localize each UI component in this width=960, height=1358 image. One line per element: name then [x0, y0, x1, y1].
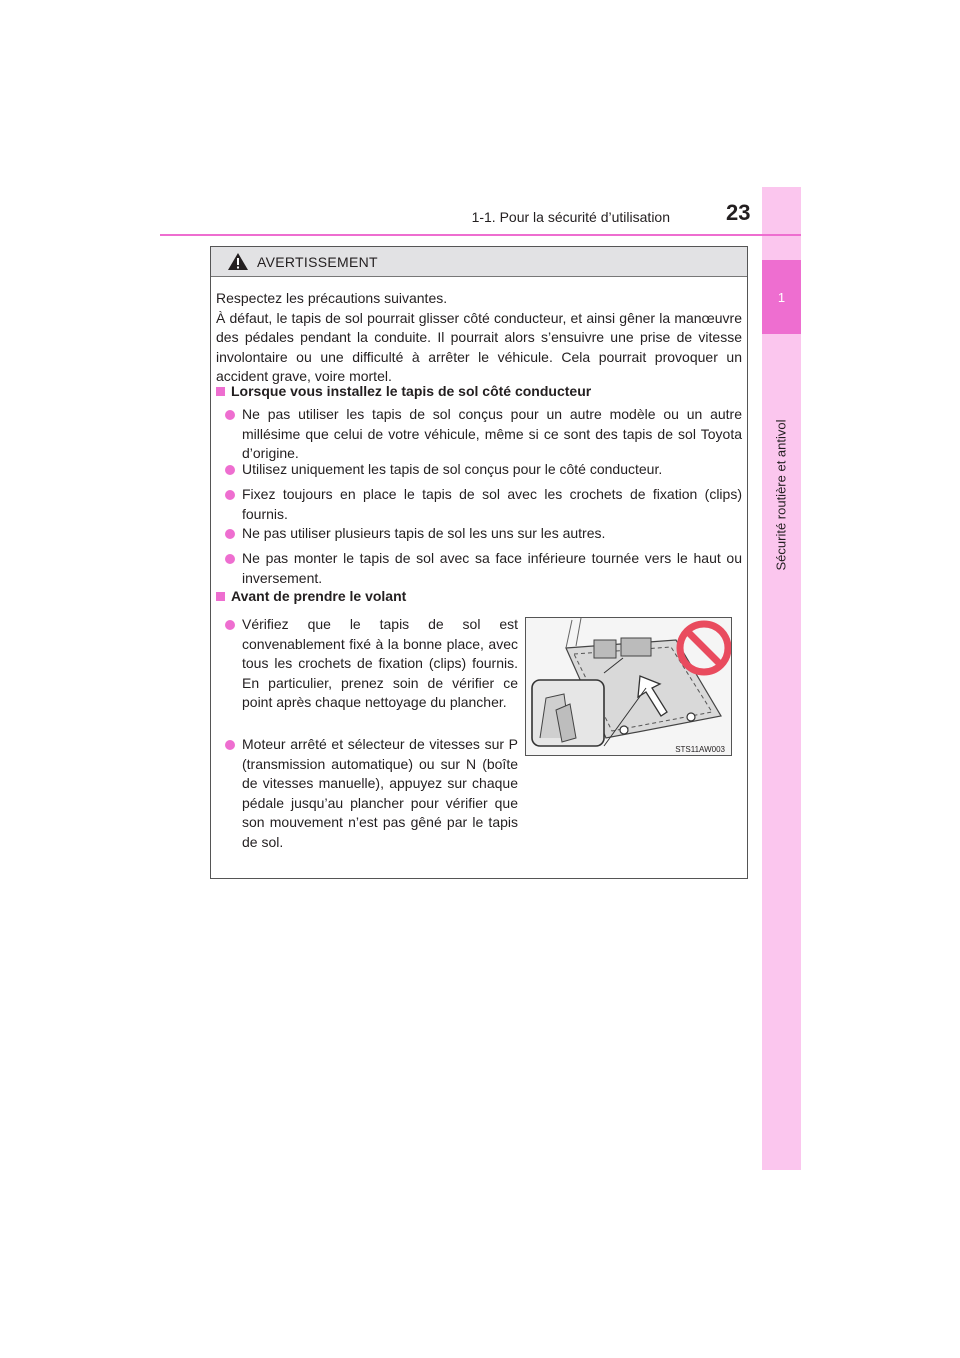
list-item [225, 485, 742, 524]
header-rule [160, 234, 801, 236]
list-item [225, 735, 518, 852]
page-number: 23 [726, 200, 751, 225]
chapter-number: 1 [762, 260, 801, 334]
list-item [225, 549, 742, 588]
round-bullet-icon [225, 620, 235, 630]
list-item-text: Ne pas utiliser les tapis de sol conçus pour un autre modèle ou un autre millésime que celui de votre véhicule, même si ce sont des tapis de sol Toyota d’origine. [242, 406, 742, 461]
floor-mat-illustration [525, 617, 732, 756]
warning-header [211, 247, 747, 277]
list-item-text: Moteur arrêté et sélecteur de vitesses sur P (transmission automatique) ou sur N (boîte de vitesses manuelle), appuyez sur chaque pédale jusqu’au plancher pour vérifier que son mouvement n’est pas gêné par le tapis de sol. [242, 736, 518, 850]
intro-line: Respectez les précautions suivantes. [216, 290, 448, 306]
list-item-text: Ne pas monter le tapis de sol avec sa face inférieure tournée vers le haut ou inversement. [242, 550, 742, 586]
intro-line: À défaut, le tapis de sol pourrait glisser côté conducteur, et ainsi gêner la manœuvre des pédales pendant la conduite. Il pourrait alors s’ensuivre une prise de vitesse involontaire ou une difficulté à arrêter le véhicule. Cela pourrait provoquer un accident grave, voire mortel. [216, 309, 742, 384]
square-bullet-icon [216, 592, 225, 601]
list-item [225, 405, 742, 464]
round-bullet-icon [225, 410, 235, 420]
round-bullet-icon [225, 740, 235, 750]
list-item [225, 460, 742, 480]
list-item-text: Utilisez uniquement les tapis de sol conçus pour le côté conducteur. [242, 461, 663, 477]
round-bullet-icon [225, 529, 235, 539]
warning-triangle-icon [227, 252, 249, 271]
warning-box [210, 246, 748, 879]
floor-mat-drawing [526, 618, 732, 756]
side-tab [762, 187, 801, 1170]
chapter-label: Sécurité routière et antivol [773, 419, 789, 571]
list-item [225, 524, 742, 544]
section-heading-text: Lorsque vous installez le tapis de sol côté conducteur [231, 383, 592, 399]
illustration-code: STS11AW003 [675, 745, 725, 754]
list-item-text: Vérifiez que le tapis de sol est convenablement fixé à la bonne place, avec tous les crochets de fixation (clips) fournis. En particulier, prenez soin de vérifier ce point après chaque nettoyage du plancher. [242, 616, 518, 710]
section-heading [216, 587, 406, 606]
list-item-text: Ne pas utiliser plusieurs tapis de sol les uns sur les autres. [242, 525, 606, 541]
round-bullet-icon [225, 465, 235, 475]
list-item-text: Fixez toujours en place le tapis de sol avec les crochets de fixation (clips) fournis. [242, 486, 742, 522]
warning-title: AVERTISSEMENT [257, 253, 378, 270]
section-title: 1-1. Pour la sécurité d’utilisation [471, 209, 670, 225]
section-heading [216, 382, 591, 401]
list-item [225, 615, 518, 713]
square-bullet-icon [216, 387, 225, 396]
round-bullet-icon [225, 490, 235, 500]
round-bullet-icon [225, 554, 235, 564]
section-heading-text: Avant de prendre le volant [231, 588, 407, 604]
warning-intro [216, 289, 742, 387]
